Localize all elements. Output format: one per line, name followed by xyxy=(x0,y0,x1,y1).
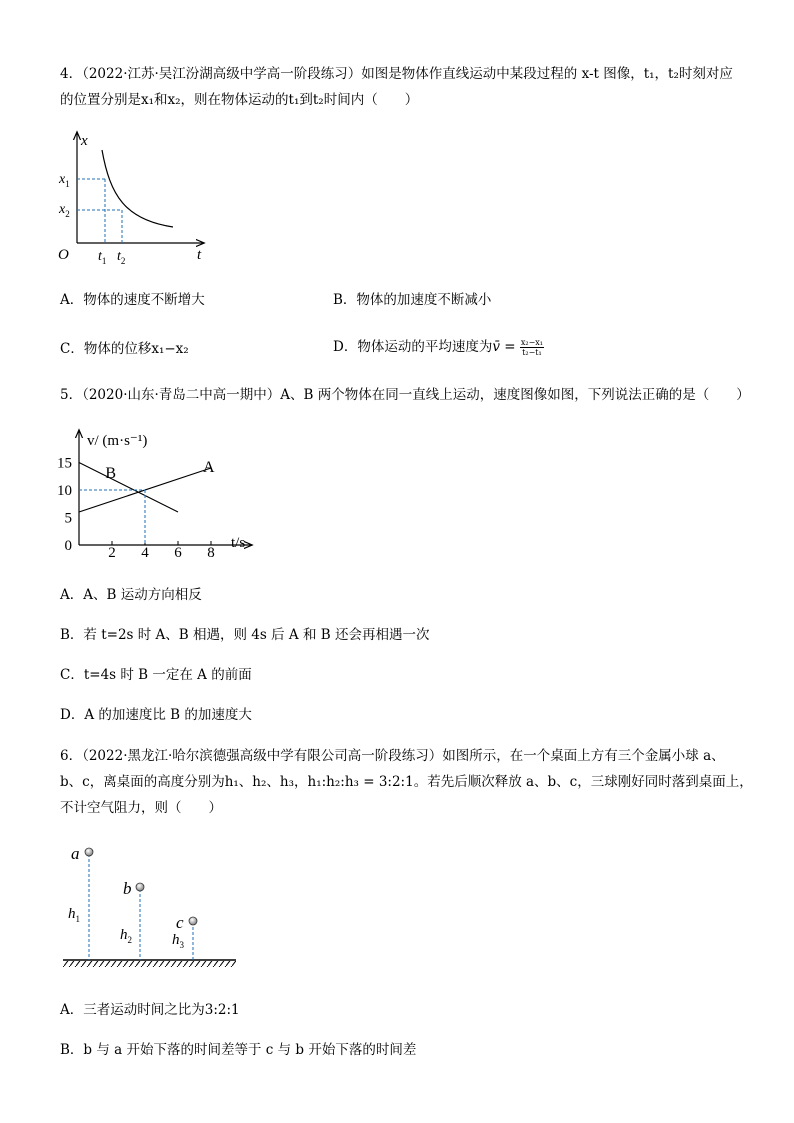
q5-option-c[interactable]: C．t=4s 时 B 一定在 A 的前面 xyxy=(60,667,252,683)
q4-option-a[interactable]: A．物体的速度不断增大 xyxy=(60,292,205,308)
q6-label-a: a xyxy=(71,844,80,863)
q5-ytick-15: 15 xyxy=(57,455,72,472)
q5-ytick-0: 0 xyxy=(64,538,72,554)
q5-y-axis-label: v/ (m·s⁻¹) xyxy=(87,433,148,449)
q5-series-label-A: A xyxy=(203,459,215,476)
q4-x1-label: $x_1$ xyxy=(59,172,70,189)
q6-balls-figure xyxy=(58,838,243,973)
q6-stem-line3: 不计空气阻力，则（ ） xyxy=(60,800,222,816)
q5-x-axis-label: t/s xyxy=(231,535,246,551)
q5-xtick-8: 8 xyxy=(207,545,215,560)
q4-t1-label: $t_1$ xyxy=(98,249,107,266)
q5-option-d[interactable]: D．A 的加速度比 B 的加速度大 xyxy=(60,707,252,723)
q5-xtick-6: 6 xyxy=(174,545,182,560)
q6-ball-b xyxy=(136,883,144,891)
q5-stem-line1: 5．（2020·山东·青岛二中高一期中）A、B 两个物体在同一直线上运动，速度图像如图，下列说法正确的是（ ） xyxy=(60,387,750,403)
q5-ytick-10: 10 xyxy=(57,483,72,499)
q6-label-h2: $h_2$ xyxy=(120,927,132,945)
q6-ball-c xyxy=(189,917,197,925)
q4-x2-label: $x_2$ xyxy=(59,202,70,219)
q4-option-d[interactable] xyxy=(333,337,544,357)
q4-xt-graph xyxy=(55,125,220,270)
q4-t2-label: $t_2$ xyxy=(117,249,126,266)
q5-xtick-4: 4 xyxy=(141,545,149,560)
q4-option-c[interactable]: C．物体的位移x₁−x₂ xyxy=(60,341,189,357)
q6-stem-line1: 6．（2022·黑龙江·哈尔滨德强高级中学有限公司高一阶段练习）如图所示，在一个桌面上方有三个金属小球 a、 xyxy=(60,748,725,764)
q6-option-b[interactable]: B．b 与 a 开始下落的时间差等于 c 与 b 开始下落的时间差 xyxy=(60,1042,417,1058)
q6-option-a[interactable]: A．三者运动时间之比为3:2:1 xyxy=(60,1002,240,1018)
q4-stem-line1: 4．（2022·江苏·吴江汾湖高级中学高一阶段练习）如图是物体作直线运动中某段过程的 x-t 图像，t₁，t₂时刻对应 xyxy=(60,66,733,82)
q4-y-label: x xyxy=(81,133,88,149)
q6-ball-a xyxy=(85,848,93,856)
q4-option-b[interactable]: B．物体的加速度不断减小 xyxy=(333,292,492,308)
q6-label-c: c xyxy=(176,913,184,932)
q5-xtick-2: 2 xyxy=(108,545,116,560)
q6-stem-line2: b、c，离桌面的高度分别为h₁、h₂、h₃，h₁:h₂:h₃ = 3:2:1。若先后顺次释放 a、b、c，三球刚好同时落到桌面上， xyxy=(60,774,753,790)
q4-option-d-fraction xyxy=(520,338,544,357)
q6-label-h3: $h_3$ xyxy=(172,932,184,950)
q5-vt-chart xyxy=(55,425,265,560)
q4-option-d-numerator: x₂−x₁ xyxy=(520,338,543,347)
q4-origin-label: O xyxy=(58,247,69,263)
q4-option-d-denominator: t₂−t₁ xyxy=(522,348,542,357)
q6-label-h1: $h_1$ xyxy=(68,906,80,924)
q5-series-label-B: B xyxy=(105,464,117,482)
q5-ytick-5: 5 xyxy=(64,510,72,527)
q4-option-d-var: v̄ = xyxy=(492,339,516,355)
q4-x-label: t xyxy=(197,247,202,263)
q4-curve xyxy=(102,150,173,227)
q5-line-B xyxy=(79,463,178,513)
q4-option-d-prefix: D．物体运动的平均速度为 xyxy=(333,339,493,355)
q4-stem-line2: 的位置分别是x₁和x₂，则在物体运动的t₁到t₂时间内（ ） xyxy=(60,92,419,108)
q5-option-a[interactable]: A．A、B 运动方向相反 xyxy=(60,587,202,603)
q5-option-b[interactable]: B．若 t=2s 时 A、B 相遇，则 4s 后 A 和 B 还会再相遇一次 xyxy=(60,627,430,643)
q6-table-hatching xyxy=(63,961,236,967)
q6-label-b: b xyxy=(123,879,132,898)
